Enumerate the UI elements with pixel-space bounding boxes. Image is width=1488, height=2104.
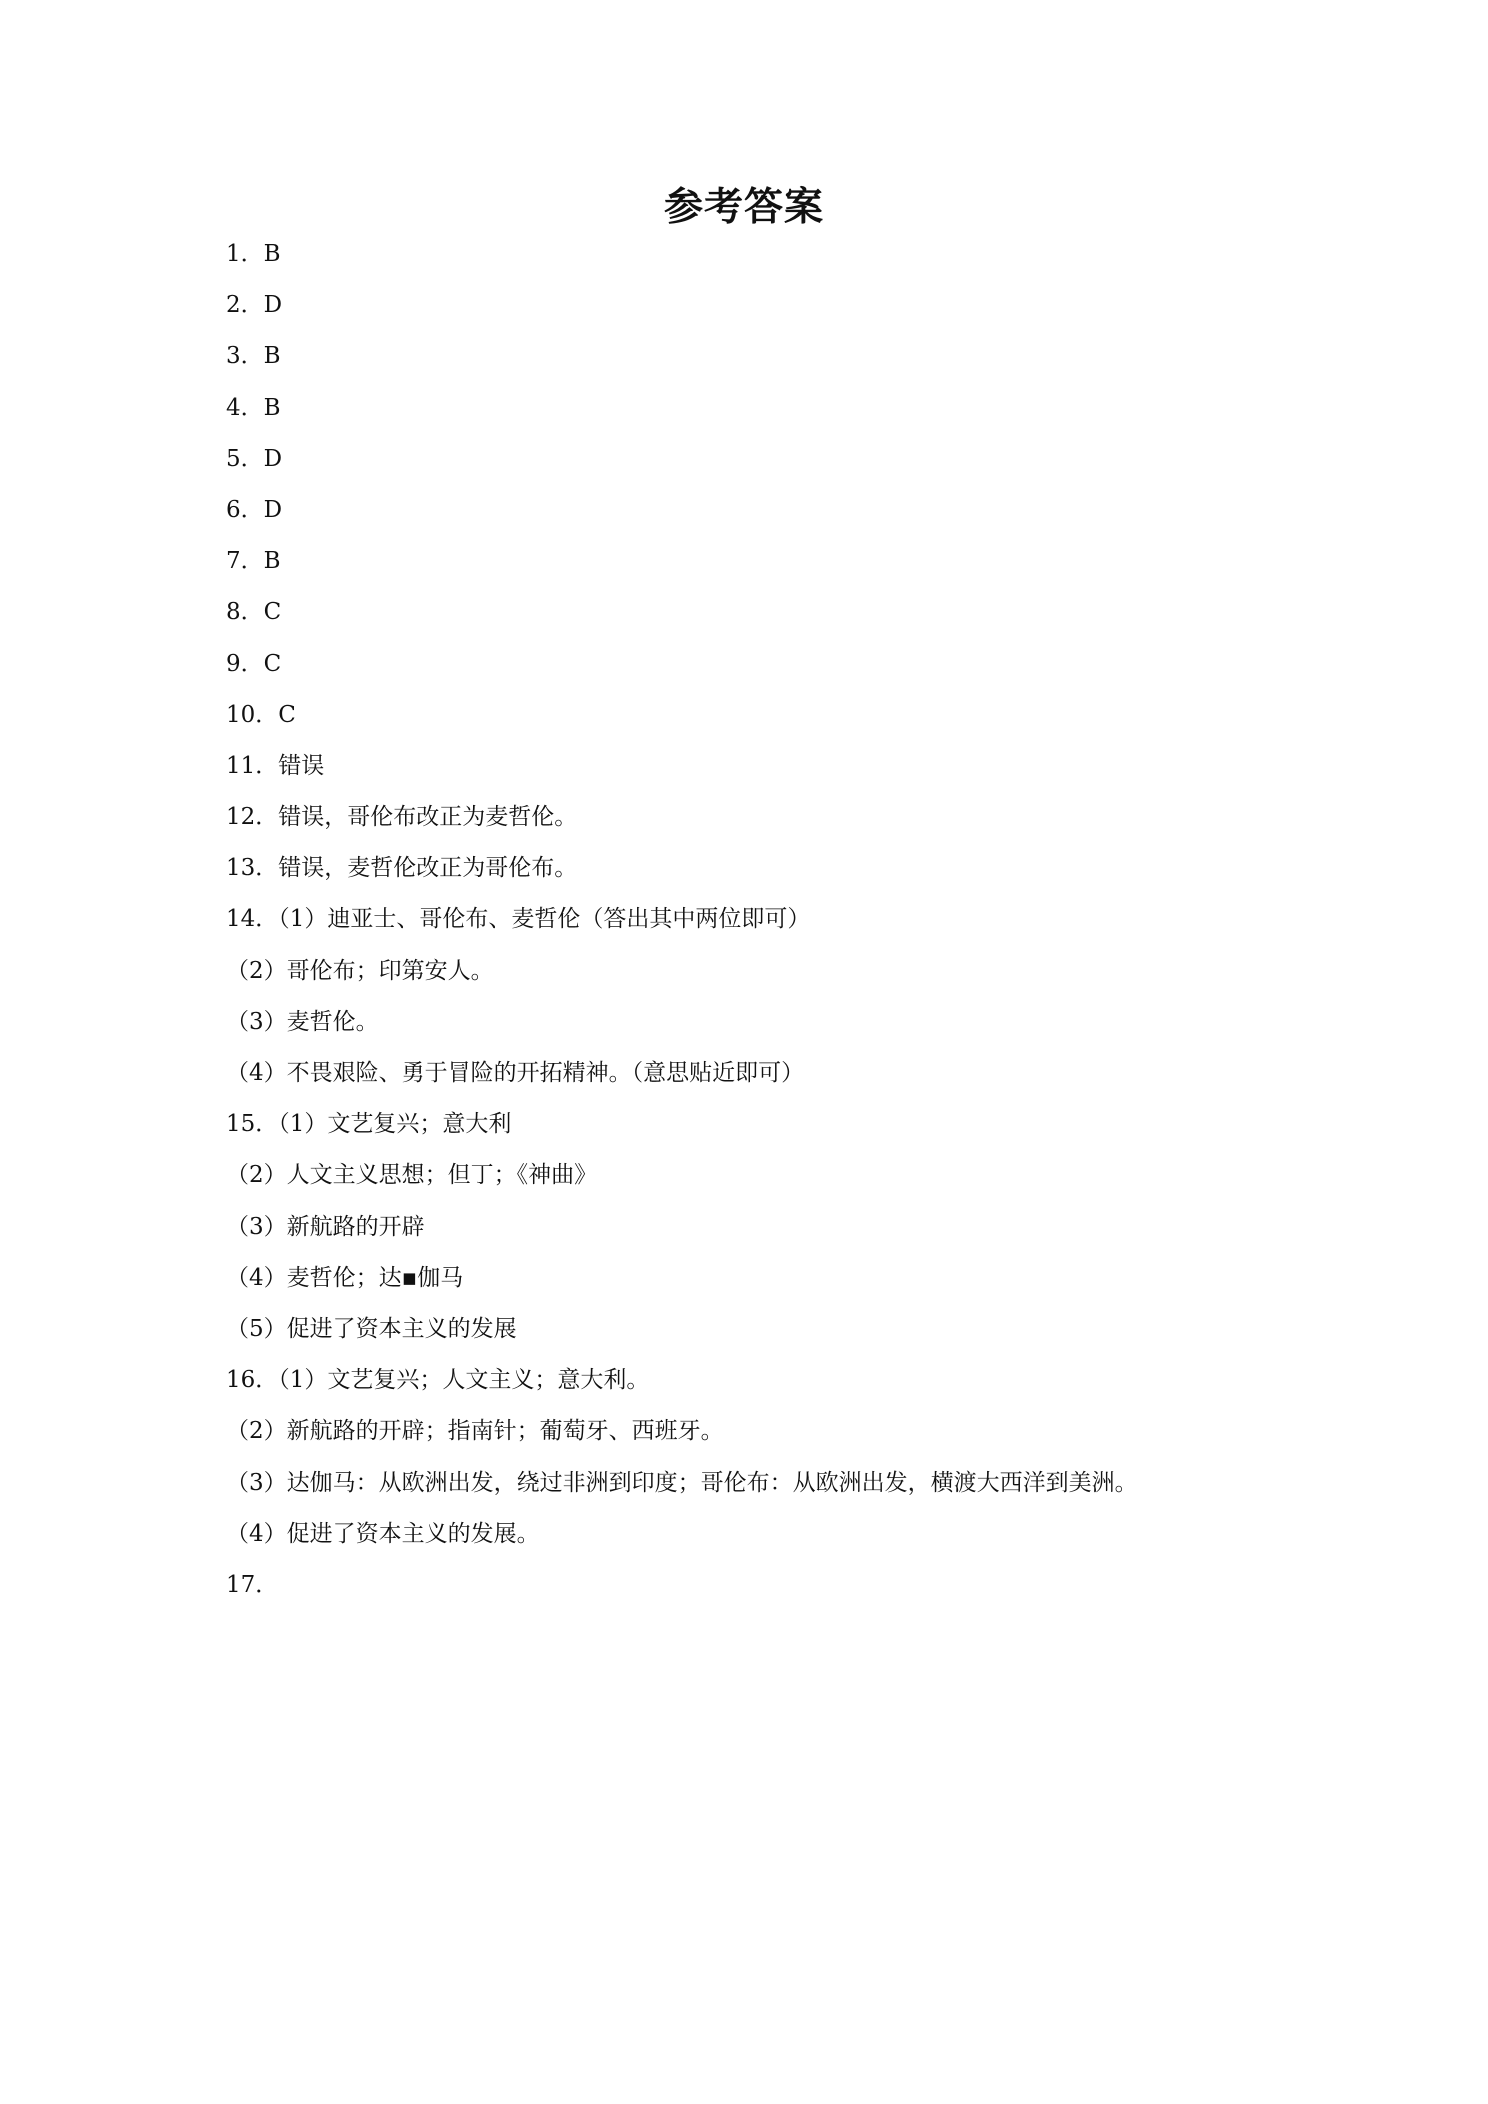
answer-line: 17． [226, 1571, 279, 1598]
answer-line: （4）麦哲伦；达▪伽马 [226, 1264, 464, 1291]
answer-line: （3）麦哲伦。 [226, 1008, 379, 1035]
answer-line: 14．（1）迪亚士、哥伦布、麦哲伦（答出其中两位即可） [226, 906, 811, 933]
answer-line: （2）人文主义思想；但丁；《神曲》 [226, 1162, 598, 1189]
answer-line: 8．C [226, 599, 282, 626]
answer-line: 16．（1）文艺复兴；人文主义；意大利。 [226, 1367, 650, 1394]
answer-line: 10．C [226, 701, 296, 728]
answer-line: 15．（1）文艺复兴；意大利 [226, 1111, 512, 1138]
answer-line: （3）新航路的开辟 [226, 1213, 425, 1240]
answer-line: 9．C [226, 650, 282, 677]
answer-line: 12．错误，哥伦布改正为麦哲伦。 [226, 804, 578, 831]
answer-line: （4）促进了资本主义的发展。 [226, 1520, 540, 1547]
answer-line: （4）不畏艰险、勇于冒险的开拓精神。（意思贴近即可） [226, 1060, 805, 1086]
answer-line: 2．D [226, 292, 283, 319]
answer-line: 7．B [226, 548, 281, 575]
answer-line: 4．B [226, 394, 281, 421]
answer-line: （2）新航路的开辟；指南针；葡萄牙、西班牙。 [226, 1418, 724, 1445]
answer-line: 13．错误，麦哲伦改正为哥伦布。 [226, 855, 578, 882]
answer-line: （3）达伽马：从欧洲出发，绕过非洲到印度；哥伦布：从欧洲出发，横渡大西洋到美洲。 [226, 1469, 1138, 1496]
answer-line: 3．B [226, 343, 281, 370]
answer-line: （2）哥伦布；印第安人。 [226, 957, 494, 984]
page-title: 参考答案 [663, 185, 824, 230]
answer-line: 5．D [226, 445, 283, 472]
answer-line: 11．错误 [226, 752, 325, 779]
answer-line: 6．D [226, 496, 283, 523]
answer-line: （5）促进了资本主义的发展 [226, 1315, 517, 1342]
answer-line: 1．B [226, 241, 281, 267]
answer-list [226, 229, 1406, 1611]
